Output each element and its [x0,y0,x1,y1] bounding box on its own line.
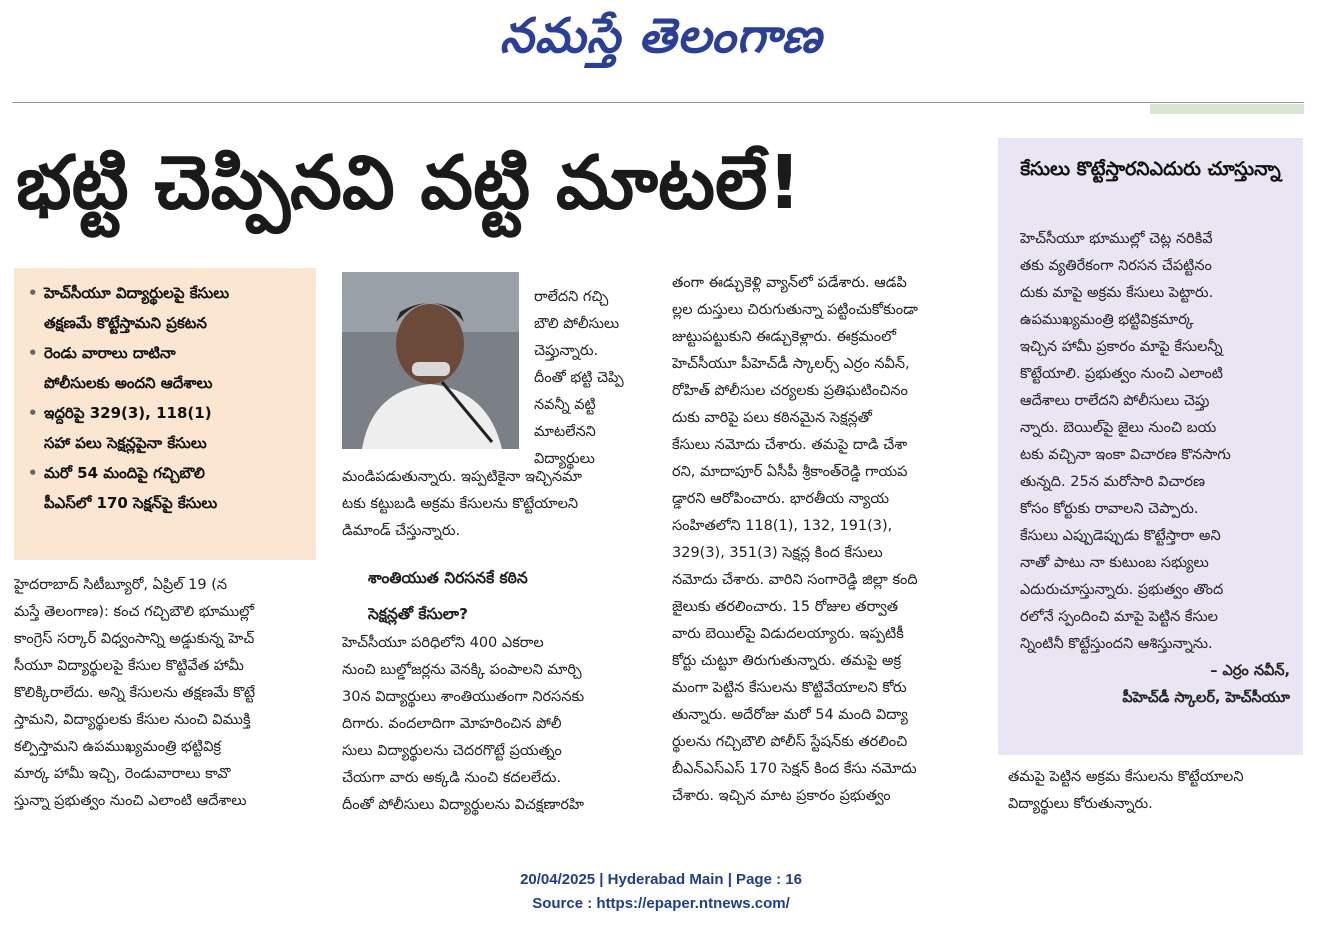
sidebar-line: నాతో పాటు నా కుటుంబ సభ్యులు [1020,555,1209,571]
sidebar-heading-line: కేసులు కొట్టేస్తారని [1020,158,1150,180]
highlight-line: మరో 54 మందిపై గచ్చిబౌలి [44,464,205,482]
bullet-icon: • [28,344,38,362]
article-line: రాలేదని గచ్చి [534,289,609,305]
article-line: మార్క హామీ ఇచ్చి, రెండువారాలు కావొ [14,766,231,782]
sidebar-line: కొట్టేయాలి. ప్రభుత్వం నుంచి ఎలాంటి [1020,366,1223,382]
highlight-item [28,338,308,398]
article-line: నుంచి బుల్డోజర్లను వెనక్కి పంపాలని మార్చి [342,662,582,678]
subheading-line: శాంతియుత నిరసనకే కఠిన [368,569,528,587]
article-line: చేయగా వారు అక్కడి నుంచి కదలలేదు. [342,770,562,786]
column-3 [672,270,977,810]
sidebar-line: కేసులు ఎప్పుడెప్పుడు కొట్టేస్తారా అని [1020,528,1221,544]
sidebar-heading-line: ఎదురు చూస్తున్నా [1149,158,1281,180]
highlight-line: పోలీసులకు అందని ఆదేశాలు [44,374,213,392]
sidebar-line: టకు వచ్చినా ఇంకా విచారణ కొనసాగు [1020,447,1231,463]
footer-source-line: Source : https://epaper.ntnews.com/ [532,895,790,912]
article-line: ర్థులను గచ్చిబౌలి పోలీస్ స్టేషన్‌కు తరలించి [672,734,908,750]
highlight-line: ఇద్దరిపై 329(3), 118(1) [44,404,212,422]
highlight-item [28,398,308,458]
headline: భట్టి చెప్పినవి వట్టి మాటలే! [16,140,802,226]
sidebar-heading [998,152,1303,186]
footer-date-line: 20/04/2025 | Hyderabad Main | Page : 16 [520,871,802,888]
bullet-icon: • [28,404,38,422]
article-line: విద్యార్థులు కోరుతున్నారు. [1008,796,1153,812]
bullet-icon: • [28,464,38,482]
article-line: హెచ్‌సీయూ పీహెచ్‌డీ స్కాలర్స్ ఎర్రం నవీన్, [672,356,910,372]
article-line: 30న విద్యార్థులు శాంతియుతంగా నిరసనకు [342,689,585,705]
article-line: తమపై పెట్టిన అక్రమ కేసులను కొట్టేయాలని [1008,769,1244,785]
article-line: టకు కట్టుబడి అక్రమ కేసులను కొట్టేయాలని [342,496,579,512]
article-line: స్తున్నా ప్రభుత్వం నుంచి ఎలాంటి ఆదేశాలు [14,793,247,809]
article-line: విద్యార్థులు [534,451,595,467]
highlight-line: రెండు వారాలు దాటినా [44,344,176,362]
sidebar-line: ఉపముఖ్యమంత్రి భట్టివిక్రమార్క [1020,312,1194,328]
sidebar-box [998,138,1303,755]
highlight-line: సహా పలు సెక్షన్లపైనా కేసులు [44,434,207,452]
article-line: కొలిక్కిరాలేదు. అన్ని కేసులను తక్షణమే కొట్టే [14,685,256,701]
article-line: హైదరాబాద్ సిటీబ్యూరో, ఏప్రిల్ 19 (న [14,577,228,593]
column-1 [14,572,314,815]
highlights-box [14,268,316,560]
article-line: కల్పిస్తామని ఉపముఖ్యమంత్రి భట్టివిక్ర [14,739,221,755]
sidebar-line: రలోనే స్పందించి మాపై పెట్టిన కేసుల [1020,609,1218,625]
column-4 [1008,764,1303,818]
article-line: హెచ్‌సీయూ పరిధిలోని 400 ఎకరాల [342,635,544,651]
article-line: దీంతో పోలీసులు విద్యార్థులను విచక్షణారహి [342,797,584,813]
article-line: బౌలి పోలీసులు [534,316,620,332]
top-divider-accent [1150,104,1304,114]
article-line: తున్నారు. అదేరోజు మరో 54 మంది విద్యా [672,707,908,723]
top-divider [12,102,1304,103]
article-line: సంహితలోని 118(1), 132, 191(3), [672,518,893,534]
article-line: స్తామని, విద్యార్థులకు కేసుల నుంచి విముక్తి [14,712,251,728]
article-line: దీంతో భట్టి చెప్పి [534,370,624,386]
article-line: జుట్టుపట్టుకుని ఈడ్చుకెళ్లారు. ఈక్రమంలో [672,329,897,345]
column-2-bottom [342,630,642,819]
highlight-line: హెచ్‌సీయూ విద్యార్థులపై కేసులు [44,284,230,302]
article-line: దుకు వారిపై పలు కఠినమైన సెక్షన్లతో [672,410,872,426]
highlight-item [28,458,308,518]
article-line: జైలుకు తరలించారు. 15 రోజుల తర్వాత [672,599,899,615]
article-line: దిగారు. వందలాదిగా మోహరించిన పోలీ [342,716,562,732]
article-line: రోహిత్ పోలీసుల చర్యలకు ప్రతిఘటించినం [672,383,908,399]
highlight-line: తక్షణమే కొట్టేస్తామని ప్రకటన [44,314,207,332]
sidebar-line: కోసం కోర్టుకు రావాలని చెప్పారు. [1020,501,1199,517]
sidebar-line: తున్నది. 25న మరోసారి విచారణ [1020,474,1205,490]
masthead [0,0,1322,80]
masthead-title: నమస్తే తెలంగాణ [499,8,823,64]
article-line: డ్డారని ఆరోపించారు. భారతీయ న్యాయ [672,491,889,507]
sidebar-line: ఎదురుచూస్తున్నారు. ప్రభుత్వం తొంద [1020,582,1224,598]
article-line: నమోదు చేశారు. వారిని సంగారెడ్డి జిల్లా కంది [672,572,918,588]
sidebar-body [1020,226,1290,712]
article-line: తంగా ఈడ్చుకెళ్లి వ్యాన్‌లో పడేశారు. ఆడపి [672,275,907,291]
article-line: డిమాండ్ చేస్తున్నారు. [342,523,461,539]
article-line: మంగా పెట్టిన కేసులను కొట్టివేయాలని కోరు [672,680,907,696]
article-line: వారు బెయిల్‌పై విడుదలయ్యారు. ఇప్పటికీ [672,626,904,642]
article-line: నవన్నీ వట్టి [534,397,596,413]
article-line: 329(3), 351(3) సెక్షన్ల కింద కేసులు [672,545,883,561]
article-line: చెప్తున్నారు. [534,343,599,359]
article-line: కేసులు నమోదు చేశారు. తమపై దాడి చేశా [672,437,908,453]
article-line: సులు విద్యార్థులను చెదరగొట్టే ప్రయత్నం [342,743,562,759]
sidebar-line: న్నారు. బెయిల్‌పై జైలు నుంచి బయ [1020,420,1217,436]
article-line: మండిపడుతున్నారు. ఇప్పటికైనా ఇచ్చినమా [342,469,583,485]
highlights-list [14,268,316,518]
article-line: చేశారు. ఇచ్చిన మాట ప్రకారం ప్రభుత్వం [672,788,891,804]
footer [0,868,1322,916]
sidebar-line: తకు వ్యతిరేకంగా నిరసన చేపట్టినం [1020,258,1212,274]
article-line: మాటలేనని [534,424,596,440]
article-line: ల్లల దుస్తులు చిరుగుతున్నా పట్టించుకోకుండా [672,302,918,318]
column-2-top [534,284,644,473]
subheading-line: సెక్షన్లతో కేసులా? [368,605,468,623]
highlight-item [28,278,308,338]
sidebar-signature-line: పీహెచ్‌డీ స్కాలర్, హెచ్‌సీయూ [1122,690,1290,706]
highlight-line: పీఎస్‌లో 170 సెక్షన్‌పై కేసులు [44,494,218,512]
article-line: కాంగ్రెస్ సర్కార్ విధ్వంసాన్ని అడ్డుకున్న హెచ్ [14,631,255,647]
article-line: కోర్టు చుట్టూ తిరుగుతున్నారు. తమపై అక్ర [672,653,902,669]
column-2-body [342,464,642,545]
article-line: మస్తే తెలంగాణ): కంచ గచ్చిబౌలి భూముల్లో [14,604,255,620]
sidebar-line: దుకు మాపై అక్రమ కేసులు పెట్టారు. [1020,285,1214,301]
sidebar-line: ఆదేశాలు రాలేదని పోలీసులు చెప్తు [1020,393,1210,409]
subheading [368,560,638,632]
sidebar-line: హెచ్‌సీయూ భూముల్లో చెట్ల నరికివే [1020,231,1213,247]
minister-photo [342,272,519,449]
sidebar-signature-line: – ఎర్రం నవీన్, [1210,663,1290,679]
sidebar-line: న్నింటినీ కొట్టేస్తుందని ఆశిస్తున్నాను. [1020,636,1213,652]
bullet-icon: • [28,284,38,302]
article-line: బీఎన్ఎస్ఎస్ 170 సెక్షన్ కింద కేసు నమోదు [672,761,917,777]
article-line: రని, మాదాపూర్ ఏసీపీ శ్రీకాంత్‌రెడ్డి గాయప [672,464,908,480]
article-line: సీయూ విద్యార్థులపై కేసుల కొట్టివేత హామీ [14,658,244,674]
sidebar-line: ఇచ్చిన హామీ ప్రకారం మాపై కేసులన్నీ [1020,339,1223,355]
